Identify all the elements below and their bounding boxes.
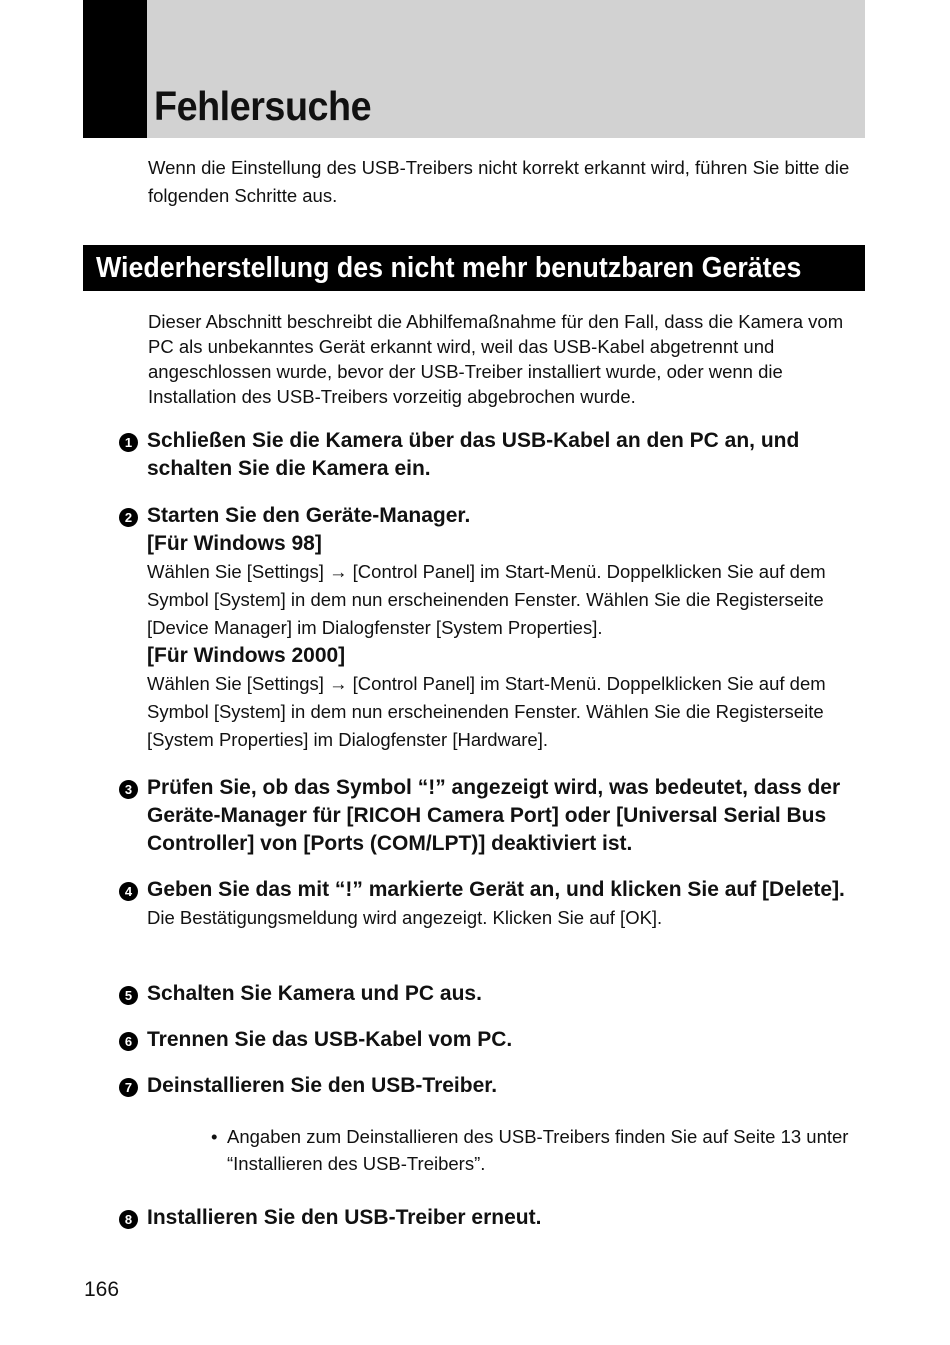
windows-98-heading: [Für Windows 98]: [147, 532, 322, 555]
step-title: Prüfen Sie, ob das Symbol “!” angezeigt wird, was bedeutet, dass der Geräte-Manager für [RICOH Camera Port] oder [Universal Serial Bus Controller] von [Ports (COM/LPT)] deaktiviert ist.: [147, 776, 841, 855]
step-number-badge: 7: [119, 1078, 138, 1097]
intro-text: Wenn die Einstellung des USB-Treibers nicht korrekt erkannt wird, führen Sie bitte die folgenden Schritte aus.: [148, 157, 850, 206]
step-title: Schließen Sie die Kamera über das USB-Kabel an den PC an, und schalten Sie die Kamera ein.: [147, 429, 800, 480]
step-1: [119, 427, 864, 483]
step-number-badge: 8: [119, 1210, 138, 1229]
step-number-badge: 6: [119, 1032, 138, 1051]
step-8: [119, 1204, 864, 1232]
step-title: Geben Sie das mit “!” markierte Gerät an, und klicken Sie auf [Delete].: [147, 878, 845, 901]
step-title: Deinstallieren Sie den USB-Treiber.: [147, 1074, 498, 1097]
section-description: Dieser Abschnitt beschreibt die Abhilfemaßnahme für den Fall, dass die Kamera vom PC als unbekanntes Gerät erkannt wird, weil das USB-Kabel abgetrennt und angeschlossen wurde, bevor der USB-Treiber installiert wurde, oder wenn die Installation des USB-Treibers vorzeitig abgebrochen wurde.: [148, 311, 844, 407]
step-title: Installieren Sie den USB-Treiber erneut.: [147, 1206, 542, 1229]
note-text: Angaben zum Deinstallieren des USB-Treibers finden Sie auf Seite 13 unter “Installieren des USB-Treibers”.: [227, 1126, 849, 1174]
step-title: Schalten Sie Kamera und PC aus.: [147, 982, 482, 1005]
step-number-badge: 2: [119, 508, 138, 527]
step-4: [119, 876, 864, 932]
step-number-badge: 4: [119, 882, 138, 901]
step-7: [119, 1072, 864, 1100]
bullet-icon: •: [211, 1126, 218, 1147]
step-5: [119, 980, 864, 1008]
step-number-badge: 1: [119, 433, 138, 452]
step-title: Starten Sie den Geräte-Manager.: [147, 504, 471, 527]
page-title: Fehlersuche: [154, 83, 372, 129]
section-title: Wiederherstellung des nicht mehr benutzbaren Gerätes: [96, 252, 802, 284]
step-number-badge: 3: [119, 780, 138, 799]
windows-2000-instructions: Wählen Sie [Settings] → [Control Panel] im Start-Menü. Doppelklicken Sie auf dem Symbol [System] in dem nun erscheinenden Fenster. Wählen Sie die Registerseite [System Properties] im Dialogfenster [Hardware].: [147, 673, 826, 750]
section-banner: [83, 245, 865, 291]
step-note: Die Bestätigungsmeldung wird angezeigt. Klicken Sie auf [OK].: [147, 907, 663, 928]
step-6: [119, 1026, 864, 1054]
windows-98-instructions: Wählen Sie [Settings] → [Control Panel] im Start-Menü. Doppelklicken Sie auf dem Symbol [System] in dem nun erscheinenden Fenster. Wählen Sie die Registerseite [Device Manager] im Dialogfenster [System Properties].: [147, 561, 826, 638]
windows-2000-heading: [Für Windows 2000]: [147, 644, 346, 667]
step-7-note: [211, 1123, 866, 1177]
step-number-badge: 5: [119, 986, 138, 1005]
step-3: [119, 774, 864, 858]
title-bar-accent: [83, 0, 147, 138]
step-title: Trennen Sie das USB-Kabel vom PC.: [147, 1028, 513, 1051]
page-number: 166: [84, 1278, 120, 1301]
step-2: [119, 502, 864, 754]
